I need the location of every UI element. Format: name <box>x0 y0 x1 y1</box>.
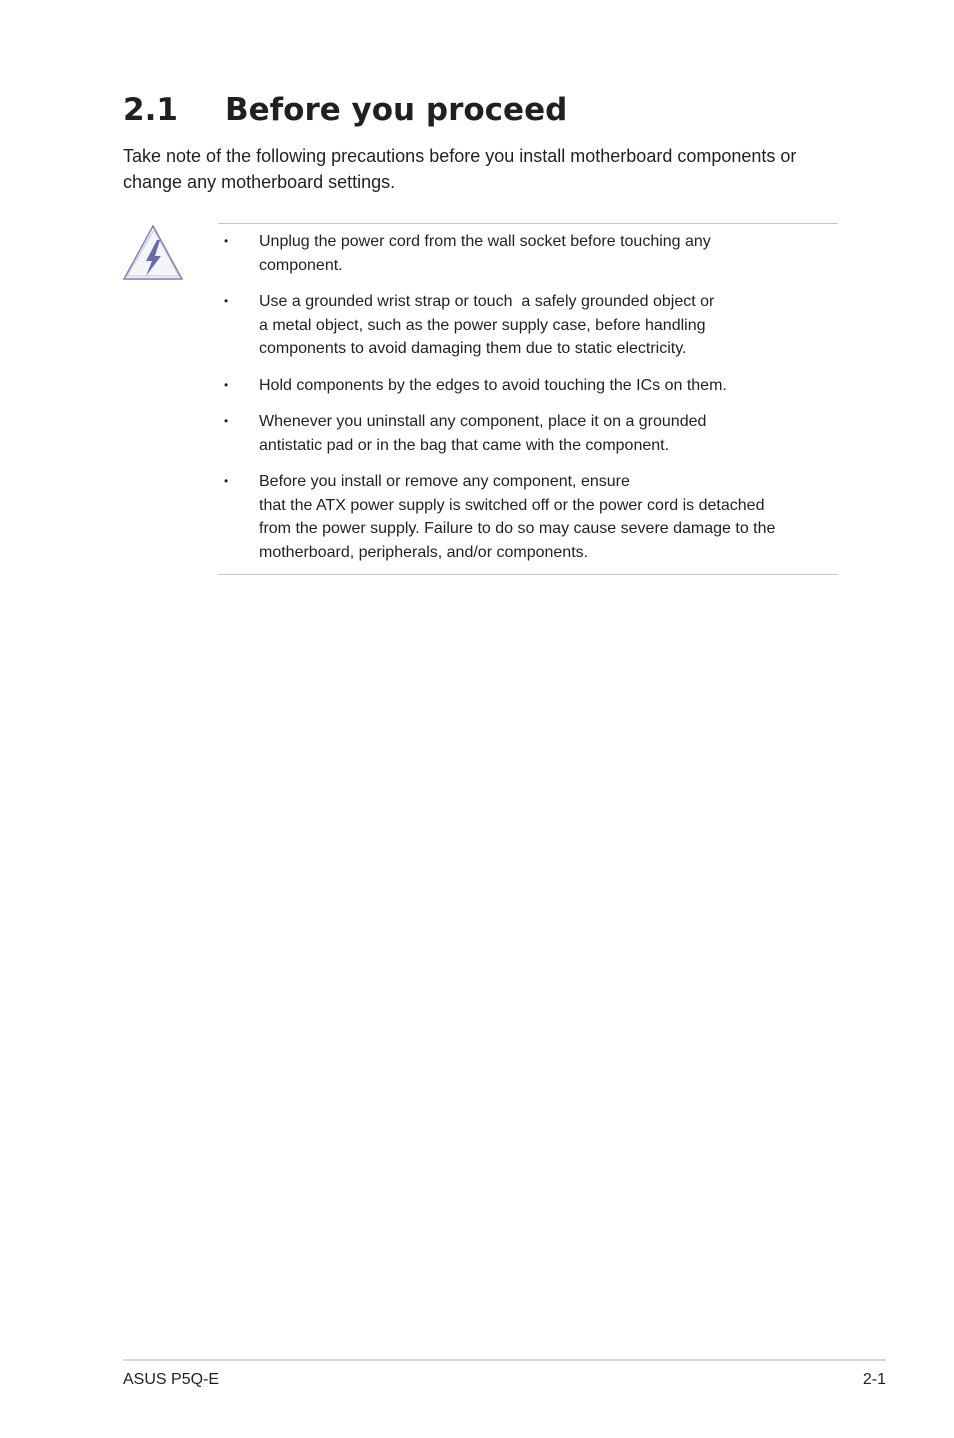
section-title: Before you proceed <box>225 92 568 128</box>
section-number: 2.1 <box>123 92 178 128</box>
caution-text-line: that the ATX power supply is switched off or the power cord is detached <box>259 496 765 514</box>
caution-list-item <box>218 290 838 361</box>
footer-product-name: ASUS P5Q-E <box>123 1371 220 1388</box>
bullet: • <box>224 414 229 428</box>
caution-text-line: antistatic pad or in the bag that came with the component. <box>259 436 670 454</box>
caution-text-line: from the power supply. Failure to do so may cause severe damage to the <box>259 520 776 537</box>
intro-paragraph: Take note of the following precautions before you install motherboard components or change any motherboard settings. <box>123 146 797 192</box>
caution-text-line: motherboard, peripherals, and/or components. <box>259 543 589 561</box>
bullet: • <box>224 377 229 392</box>
caution-text-line: components to avoid damaging them due to static electricity. <box>259 340 687 357</box>
bullet: • <box>224 234 229 248</box>
caution-list-item <box>218 410 838 457</box>
section-heading <box>123 88 567 132</box>
caution-text-line: Whenever you uninstall any component, place it on a grounded <box>259 413 707 430</box>
footer-divider <box>123 1359 886 1361</box>
caution-list <box>218 230 838 564</box>
caution-notice <box>218 223 838 575</box>
warning-lightning-icon <box>121 222 185 282</box>
caution-text-line: a metal object, such as the power supply case, before handling <box>259 316 706 334</box>
bullet: • <box>224 474 229 488</box>
bullet: • <box>224 294 229 308</box>
caution-text-line: component. <box>259 256 343 274</box>
caution-list-item <box>218 374 838 398</box>
caution-list-item <box>218 470 838 564</box>
footer-page-number: 2-1 <box>862 1371 886 1388</box>
caution-text-line: Hold components by the edges to avoid touching the ICs on them. <box>259 376 727 394</box>
caution-text-line: Before you install or remove any component, ensure <box>259 473 630 490</box>
caution-list-item <box>218 230 838 277</box>
caution-text-line: Unplug the power cord from the wall socket before touching any <box>259 233 711 250</box>
caution-text-line: Use a grounded wrist strap or touch a safely grounded object or <box>259 293 715 310</box>
